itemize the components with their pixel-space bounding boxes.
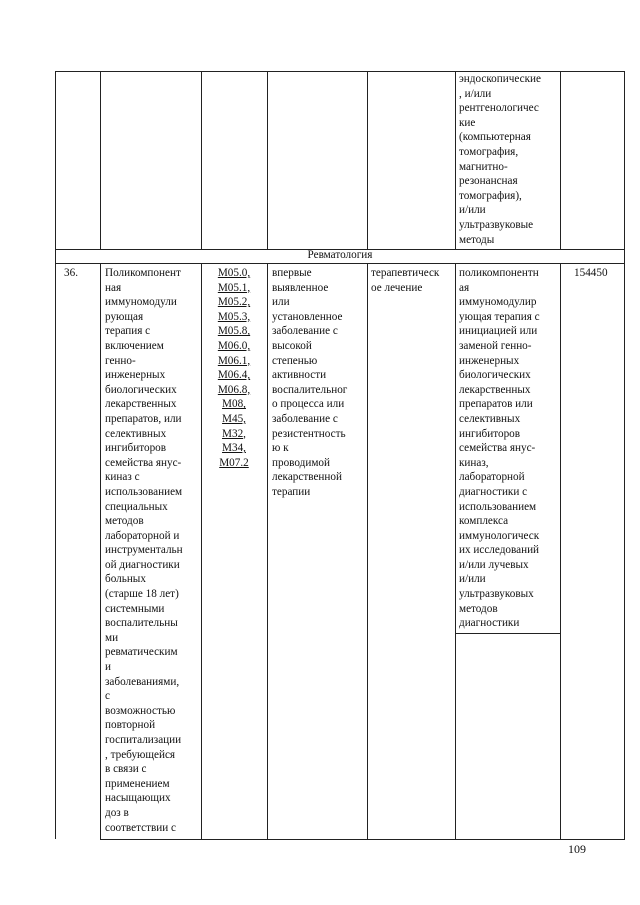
method-inner-border <box>455 633 560 634</box>
row-line-7 <box>560 263 561 839</box>
row-number: 36. <box>64 267 78 279</box>
treatment-type: терапевтическ ое лечение <box>371 267 440 294</box>
col-line-1 <box>55 71 56 249</box>
icd-code[interactable]: M45, <box>222 412 246 425</box>
section-title: Ревматология <box>307 249 373 261</box>
row-line-8 <box>624 263 625 839</box>
icd-code[interactable]: M06.0, <box>217 339 251 352</box>
col-line-8 <box>624 71 625 249</box>
icd-code[interactable]: M08, <box>222 398 246 411</box>
continued-method-text: эндоскопические , и/или рентгенологичес кие (компьютерная томография, магнитно- резонансная томография), и/или ультразвуковые методы <box>459 73 541 246</box>
col-line-4 <box>267 71 268 249</box>
table-bottom-border <box>100 839 625 840</box>
treatment-method: поликомпонентн ая иммуномодулир ующая терапия с инициацией или заменой генно- инженерных биологических лекарственных препаратов или селективных ингибиторов семейства янус- киназ, лабораторной диагностики с использованием комплекса иммунологическ их исследований и/или лучевых и/или ультразвуковых методов диагностики <box>459 267 540 630</box>
patient-model: впервые выявленное или установленное заболевание с высокой степенью активности воспалительног о процесса или заболевание с резистентность ю к проводимой лекарственной терапии <box>272 267 348 498</box>
icd-code[interactable]: M06.8, <box>217 383 251 396</box>
icd-code[interactable]: M06.4, <box>217 369 251 382</box>
icd-codes <box>203 266 265 470</box>
cost-value: 154450 <box>574 267 608 279</box>
icd-code[interactable]: M05.1, <box>217 281 251 294</box>
col-line-6 <box>455 71 456 249</box>
col-line-3 <box>201 71 202 249</box>
col-line-2 <box>100 71 101 249</box>
treatment-name: Поликомпонент ная иммуномодули рующая терапия с включением генно- инженерных биологических лекарственных препаратов, или селективных ингибиторов семейства янус- киназ с использованием специальных методов лабораторной и инструментальн ой диагностики больных (старше 18 лет) системными воспалительны ми ревматическим и заболеваниями, с возможностью повторной госпитализации , требующейся в связи с применением насыщающих доз в соответствии с <box>105 267 183 834</box>
page-number: 109 <box>568 842 586 856</box>
icd-code[interactable]: M05.3, <box>217 310 251 323</box>
row-line-1 <box>55 263 56 839</box>
row-line-5 <box>367 263 368 839</box>
section-bottom-border <box>55 263 625 264</box>
row-line-6 <box>455 263 456 839</box>
icd-code[interactable]: M07.2 <box>219 456 249 469</box>
icd-code[interactable]: M32, <box>222 427 246 440</box>
row-line-4 <box>267 263 268 839</box>
icd-code[interactable]: M05.8, <box>217 325 251 338</box>
col-line-5 <box>367 71 368 249</box>
icd-code[interactable]: M06.1, <box>217 354 251 367</box>
icd-code[interactable]: M05.0, <box>217 267 251 279</box>
col-line-7 <box>560 71 561 249</box>
row-line-2 <box>100 263 101 839</box>
icd-code[interactable]: M05.2, <box>217 296 251 309</box>
icd-code[interactable]: M34, <box>222 442 246 455</box>
row-line-3 <box>201 263 202 839</box>
